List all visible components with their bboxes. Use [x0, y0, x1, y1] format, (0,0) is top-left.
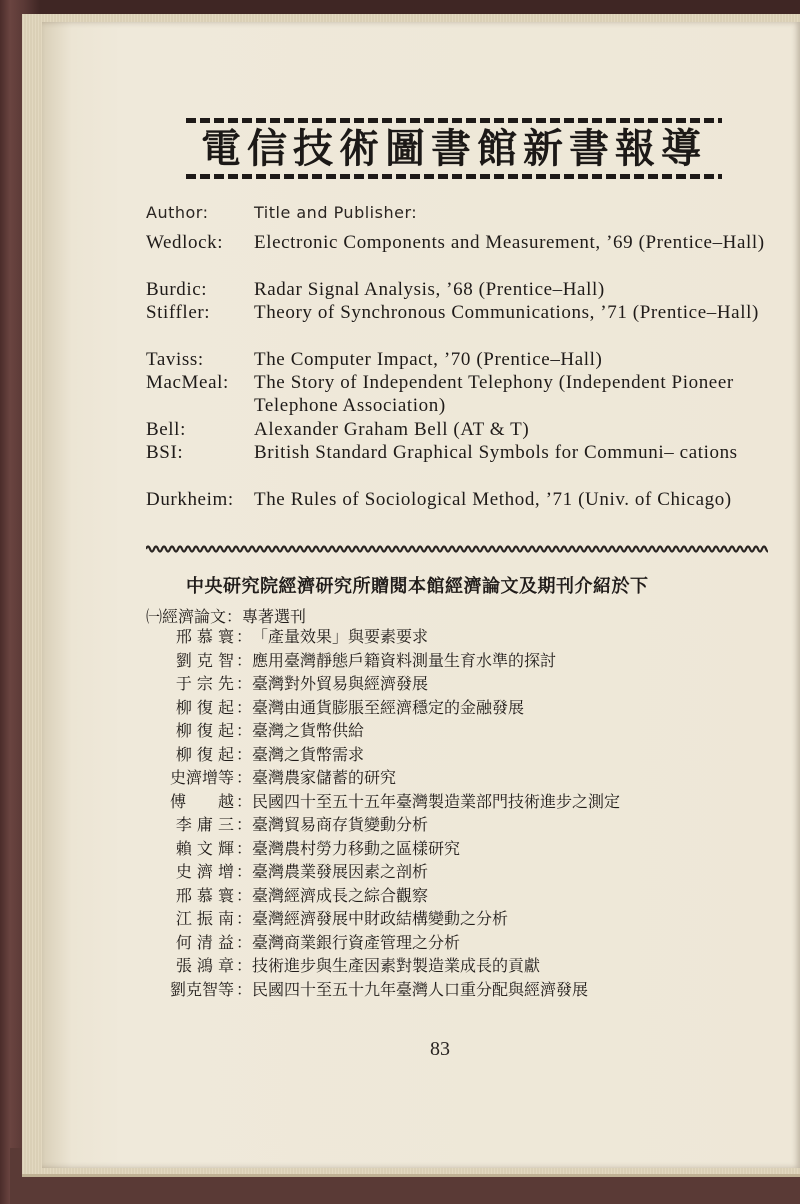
- paper-title: 臺灣之貨幣供給: [252, 721, 365, 740]
- wavy-divider: [146, 543, 768, 555]
- heading-box: [186, 118, 722, 182]
- paper-separator: ：: [236, 650, 253, 670]
- paper-separator: ：: [236, 674, 253, 693]
- paper-title: 應用臺灣靜態戶籍資料測量生育水準的探討: [252, 650, 557, 670]
- paper-title: 臺灣對外貿易與經濟發展: [252, 674, 429, 693]
- paper-author: 何 清 益: [175, 932, 234, 952]
- paper-author: 邢 慕 寰: [175, 885, 234, 905]
- paper-separator: ：: [236, 838, 253, 858]
- book-author: Stiffler:: [146, 302, 211, 323]
- heading-rule-bottom: [186, 174, 722, 179]
- paper-author: 李 庸 三: [175, 815, 234, 834]
- paper-title: 民國四十至五十五年臺灣製造業部門技術進步之測定: [252, 791, 621, 811]
- paper-separator: ：: [236, 815, 253, 834]
- book-author: Bell:: [146, 419, 186, 440]
- page-heading: 電信技術圖書館新書報導: [201, 126, 707, 172]
- paper-separator: ：: [236, 909, 253, 928]
- paper-title: 臺灣貿易商存貨變動分析: [252, 815, 429, 834]
- paper-title: 臺灣農業發展因素之剖析: [252, 862, 429, 881]
- paper-author: 柳 復 起: [175, 744, 234, 764]
- paper-title: 臺灣經濟發展中財政結構變動之分析: [252, 909, 509, 928]
- book-author: Burdic:: [146, 279, 208, 300]
- book-title: Electronic Components and Measurement, ’69 (Prentice–Hall): [254, 232, 765, 253]
- section-heading: ㈠經濟論文：專著選刊: [146, 607, 307, 626]
- book-author: MacMeal:: [146, 372, 229, 393]
- paper-title: 臺灣由通貨膨脹至經濟穩定的金融發展: [252, 697, 525, 717]
- book-title: British Standard Graphical Symbols for Communi– cations: [254, 442, 738, 463]
- paper-title: 臺灣農村勞力移動之區樣研究: [252, 838, 461, 858]
- paper-author: 傅 越: [169, 791, 234, 811]
- paper-author: 賴 文 輝: [175, 838, 234, 858]
- paper-author: 劉 克 智: [175, 650, 234, 670]
- paper-title: 民國四十至五十九年臺灣人口重分配與經濟發展: [252, 979, 589, 999]
- paper-author: 于 宗 先: [175, 674, 234, 693]
- heading-rule-top: [186, 118, 722, 123]
- paper-separator: ：: [236, 768, 253, 787]
- paper-separator: ：: [236, 791, 253, 811]
- book-author: BSI:: [146, 442, 184, 463]
- donation-subheading: 中央研究院經濟研究所贈閱本館經濟論文及期刊介紹於下: [186, 576, 649, 597]
- paper-separator: ：: [236, 956, 253, 975]
- book-title: Theory of Synchronous Communications, ’71 (Prentice–Hall): [254, 302, 759, 323]
- book-author: Durkheim:: [146, 489, 234, 510]
- book-title: The Rules of Sociological Method, ’71 (Univ. of Chicago): [254, 489, 732, 510]
- paper-separator: ：: [236, 979, 253, 999]
- paper-separator: ：: [236, 721, 253, 740]
- paper-author: 柳 復 起: [175, 721, 234, 740]
- paper-separator: ：: [236, 627, 253, 646]
- paper-author: 史 濟 增: [175, 862, 234, 881]
- paper-separator: ：: [236, 885, 253, 905]
- paper-author: 史濟增等: [169, 768, 234, 787]
- book-title: The Computer Impact, ’70 (Prentice–Hall): [254, 349, 603, 370]
- paper-author: 張 鴻 章: [175, 956, 234, 975]
- paper-author: 柳 復 起: [175, 697, 234, 717]
- book-title: Alexander Graham Bell (AT & T): [254, 419, 530, 440]
- paper-title: 臺灣農家儲蓄的研究: [252, 768, 397, 787]
- book-title: Radar Signal Analysis, ’68 (Prentice–Hall): [254, 279, 605, 300]
- paper-title: 臺灣經濟成長之綜合觀察: [252, 885, 429, 905]
- paper-separator: ：: [236, 744, 253, 764]
- page-number: 83: [430, 1038, 450, 1060]
- paper-separator: ：: [236, 932, 253, 952]
- paper-separator: ：: [236, 697, 253, 717]
- author-column-header: Author:: [146, 203, 209, 222]
- paper-title: 臺灣商業銀行資產管理之分析: [252, 932, 461, 952]
- paper-author: 邢 慕 寰: [175, 627, 234, 646]
- book-author: Taviss:: [146, 349, 204, 370]
- paper-title: 「產量效果」與要素要求: [252, 627, 429, 646]
- paper-author: 劉克智等: [169, 979, 234, 999]
- paper-author: 江 振 南: [175, 909, 234, 928]
- paper-separator: ：: [236, 862, 253, 881]
- book-author: Wedlock:: [146, 232, 224, 253]
- paper-title: 技術進步與生產因素對製造業成長的貢獻: [252, 956, 541, 975]
- title-column-header: Title and Publisher:: [254, 203, 418, 222]
- book-title: The Story of Independent Telephony (Independent Pioneer Telephone Association): [254, 372, 734, 416]
- paper-title: 臺灣之貨幣需求: [252, 744, 365, 764]
